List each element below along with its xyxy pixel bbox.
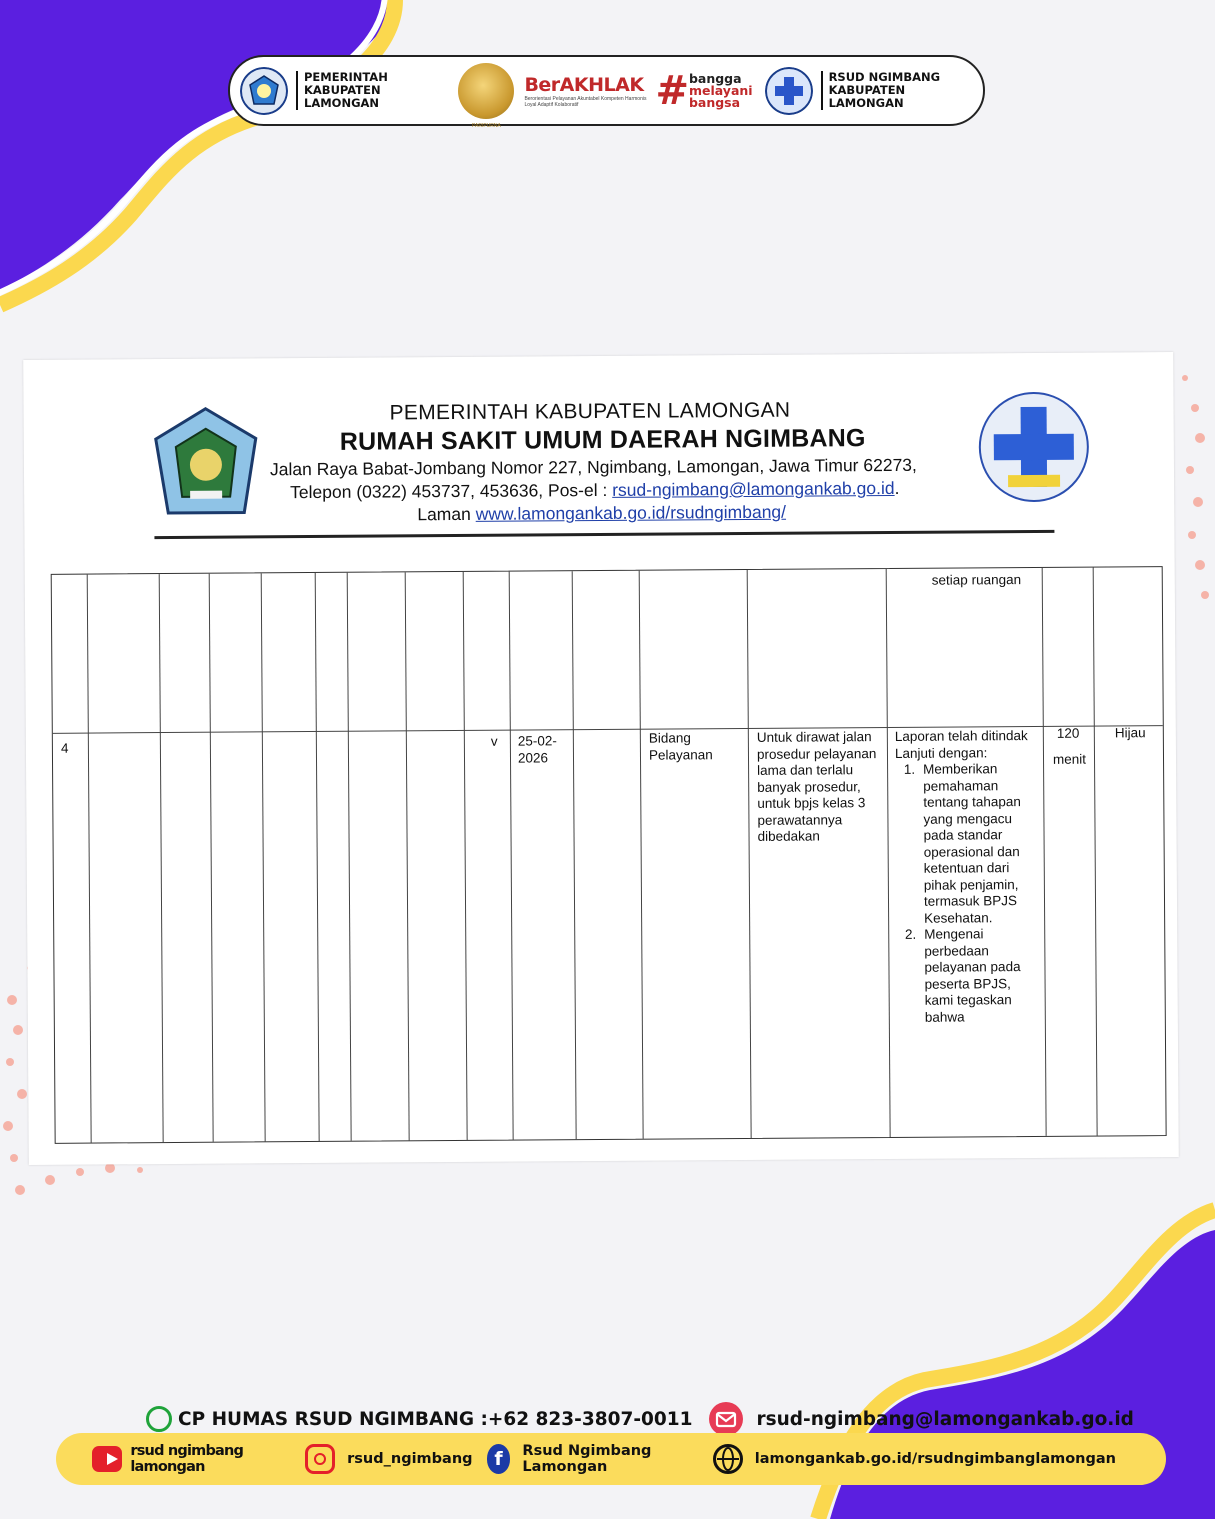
row-number: 4 <box>60 740 69 756</box>
letterhead-website: Laman www.lamongankab.go.id/rsudngimbang/ <box>417 501 787 525</box>
header-logo-bar <box>228 55 985 129</box>
rsud-label: RSUD NGIMBANG KABUPATEN LAMONGAN <box>821 71 973 110</box>
bangga-melayani-bangsa-logo: # bangga melayani bangsa <box>655 67 753 114</box>
youtube-icon <box>92 1446 122 1472</box>
continuation-text: setiap ruangan <box>931 572 1022 588</box>
website-link[interactable]: lamongankab.go.id/rsudngimbanglamongan <box>711 1444 1116 1474</box>
row-date: 25-02-2026 <box>517 733 557 766</box>
social-media-bar <box>56 1433 1166 1485</box>
letterhead-hospital-name: RUMAH SAKIT UMUM DAERAH NGIMBANG <box>339 424 866 456</box>
letterhead-email-link[interactable]: rsud-ngimbang@lamongankab.go.id <box>612 477 895 500</box>
email-icon <box>709 1402 743 1436</box>
row-complaint: Untuk dirawat jalan prosedur pelayanan lama dan terlalu banyak prosedur, untuk bpjs kelas 3 perawatannya dibedakan <box>756 729 877 844</box>
rsud-logo-icon <box>765 67 813 115</box>
whatsapp-icon <box>146 1406 172 1432</box>
facebook-icon: f <box>487 1444 511 1474</box>
letterhead-address: Jalan Raya Babat-Jombang Nomor 227, Ngimbang, Lamongan, Jawa Timur 62273, <box>269 454 917 480</box>
rsud-logo-icon <box>977 391 1090 504</box>
row-duration-value: 120 <box>1056 725 1080 741</box>
instagram-link[interactable]: rsud_ngimbang <box>297 1444 472 1474</box>
row-status: Hijau <box>1114 725 1146 741</box>
humas-contact[interactable]: CP HUMAS RSUD NGIMBANG :+62 823-3807-0011 <box>178 1408 693 1430</box>
contact-line <box>146 1402 1134 1436</box>
row-unit: Bidang Pelayanan <box>648 730 713 763</box>
government-label: PEMERINTAH KABUPATEN LAMONGAN <box>296 71 448 110</box>
instagram-icon <box>305 1444 335 1474</box>
letterhead-contact: Telepon (0322) 453737, 453636, Pos-el : rsud-ngimbang@lamongankab.go.id. <box>290 477 900 503</box>
lamongan-crest-icon <box>240 67 288 115</box>
youtube-link[interactable]: rsud ngimbang lamongan <box>92 1443 283 1475</box>
row-followup: Laporan telah ditindak Lanjuti dengan: 1. Memberikan pemahaman tentang tahapan yang mengacu pada standar operasional dan ketentuan dari pihak penjamin, termasuk BPJS Kesehatan. 2. Mengenai perbedaan pelayanan pada peserta BPJS, kami tegaskan bahwa <box>895 728 1041 1026</box>
row-check-mark: v <box>490 733 498 749</box>
berakhlak-logo: BerAKHLAK Berorientasi Pelayanan Akuntabel Kompeten Harmonis Loyal Adaptif Kolaboratif <box>524 73 647 108</box>
row-duration-unit: menit <box>1052 751 1087 767</box>
lamongan-crest-icon <box>152 404 261 523</box>
complaint-table <box>51 566 1167 1144</box>
letterhead <box>23 352 1174 560</box>
footer-email[interactable]: rsud-ngimbang@lamongankab.go.id <box>756 1408 1134 1430</box>
letterhead-government: PEMERINTAH KABUPATEN LAMONGAN <box>389 398 791 425</box>
followup-item: 1. Memberikan pemahaman tentang tahapan yang mengacu pada standar operasional dan ketentuan dari pihak penjamin, termasuk BPJS Kesehatan. <box>903 761 1021 926</box>
followup-list <box>895 761 1041 1026</box>
letterhead-website-link[interactable]: www.lamongankab.go.id/rsudngimbang/ <box>475 501 787 524</box>
globe-icon <box>713 1444 743 1474</box>
followup-item: 2. Mengenai perbedaan pelayanan pada peserta BPJS, kami tegaskan bahwa <box>904 926 1021 1025</box>
letterhead-divider <box>154 530 1054 539</box>
facebook-link[interactable]: f Rsud Ngimbang Lamongan <box>487 1443 697 1475</box>
paripurna-emblem-icon: PARIPURNA <box>458 63 514 119</box>
scanned-document <box>23 352 1179 1165</box>
